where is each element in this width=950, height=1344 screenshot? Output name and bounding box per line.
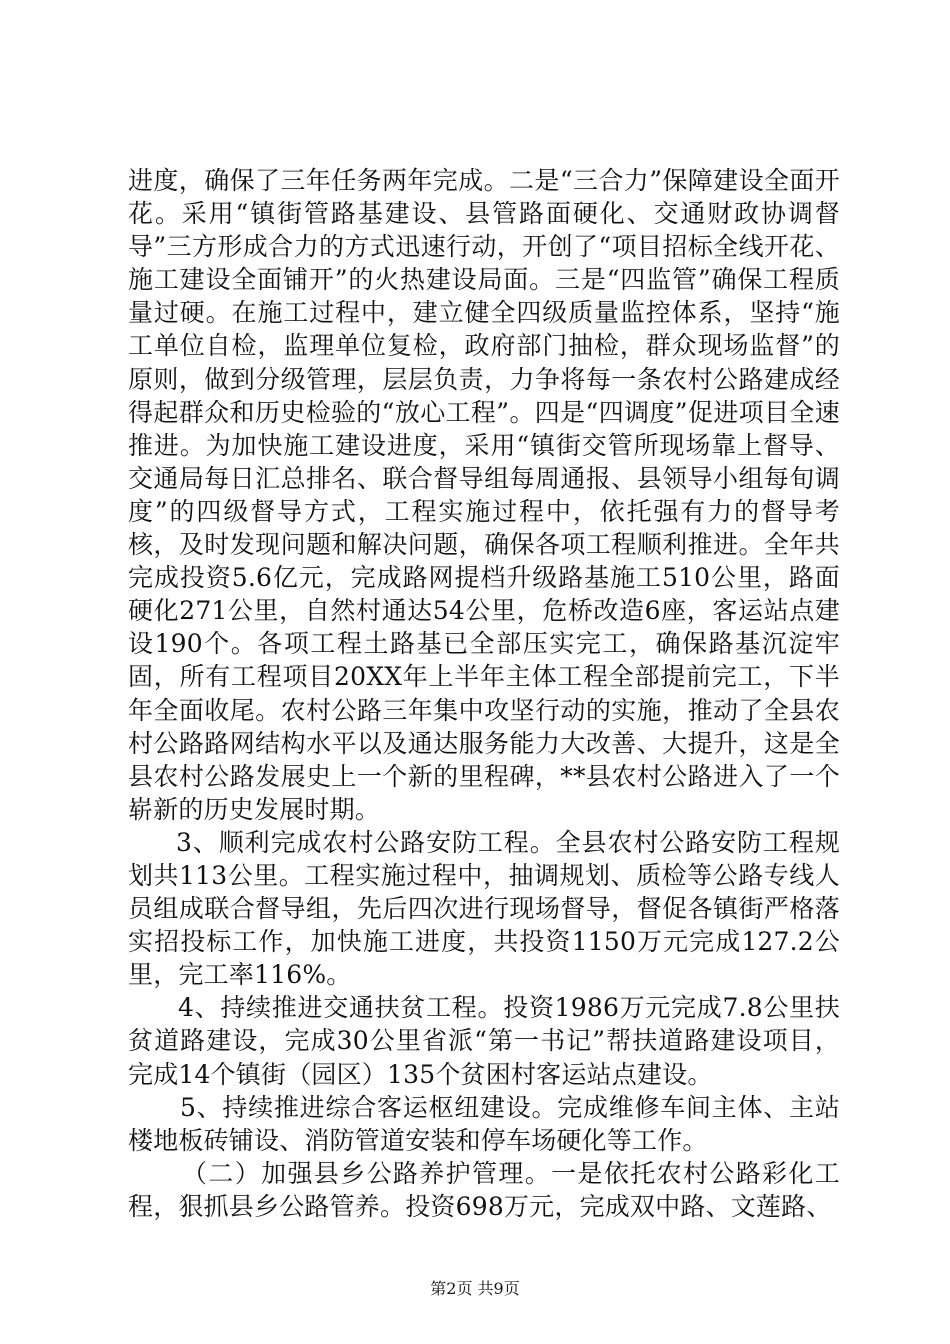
- paragraph-5: （二）加强县乡公路养护管理。一是依托农村公路彩化工程，狠抓县乡公路管养。投资698万元，完成双中路、文莲路、: [128, 1158, 840, 1221]
- document-body: [128, 164, 840, 1223]
- paragraph-4: 5、持续推进综合客运枢纽建设。完成维修车间主体、主站楼地板砖铺设、消防管道安装和停车场硬化等工作。: [128, 1092, 840, 1155]
- paragraph-1: 进度，确保了三年任务两年完成。二是“三合力”保障建设全面开花。采用“镇街管路基建设、县管路面硬化、交通财政协调督导”三方形成合力的方式迅速行动，开创了“项目招标全线开花、施工建设全面铺开”的火热建设局面。三是“四监管”确保工程质量过硬。在施工过程中，建立健全四级质量监控体系，坚持“施工单位自检，监理单位复检，政府部门抽检，群众现场监督”的原则，做到分级管理，层层负责，力争将每一条农村公路建成经得起群众和历史检验的“放心工程”。四是“四调度”促进项目全速推进。为加快施工建设进度，采用“镇街交管所现场靠上督导、交通局每日汇总排名、联合督导组每周通报、县领导小组每旬调度”的四级督导方式，工程实施过程中，依托强有力的督导考核，及时发现问题和解决问题，确保各项工程顺利推进。全年共完成投资5.6亿元，完成路网提档升级路基施工510公里，路面硬化271公里，自然村通达54公里，危桥改造6座，客运站点建设190个。各项工程土路基已全部压实完工，确保路基沉淀牢固，所有工程项目20XX年上半年主体工程全部提前完工，下半年全面收尾。农村公路三年集中攻坚行动的实施，推动了全县农村公路路网结构水平以及通达服务能力大改善、大提升，这是全县农村公路发展史上一个新的里程碑，**县农村公路进入了一个崭新的历史发展时期。: [128, 166, 840, 824]
- paragraph-2: 3、顺利完成农村公路安防工程。全县农村公路安防工程规划共113公里。工程实施过程中，抽调规划、质检等公路专线人员组成联合督导组，先后四次进行现场督导，督促各镇街严格落实招投标工作，加快施工进度，共投资1150万元完成127.2公里，完工率116%。: [128, 827, 840, 990]
- page-footer: 第2页 共9页: [430, 1279, 520, 1298]
- paragraph-3: 4、持续推进交通扶贫工程。投资1986万元完成7.8公里扶贫道路建设，完成30公里省派“第一书记”帮扶道路建设项目，完成14个镇街（园区）135个贫困村客运站点建设。: [128, 993, 840, 1089]
